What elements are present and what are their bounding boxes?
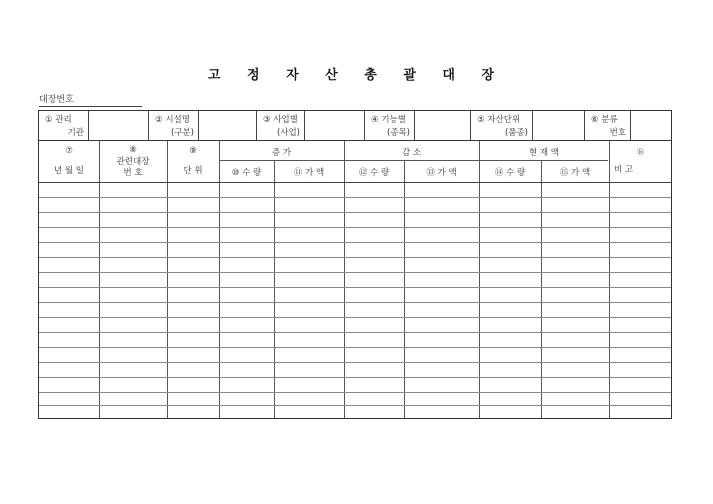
info-label-agency: ① 관리 기관	[39, 111, 89, 140]
header-current-qty: ⑭ 수 량	[494, 168, 526, 178]
header-decrease-qty: ⑫ 수 량	[358, 168, 390, 178]
info-label-asset-unit: ⑤ 자산단위 (품종)	[471, 111, 533, 140]
header-date: 년 월 일	[53, 166, 85, 176]
header-unit: 단 위	[183, 166, 203, 176]
info-label-function: ④ 기능별 (종목)	[365, 111, 415, 140]
info-label-class-number: ⑥ 분류 번호	[585, 111, 631, 140]
header-related-number: ⑧	[129, 145, 137, 155]
header-current-amount: ⑮ 가 액	[559, 168, 591, 178]
info-label-facility: ② 시설명 (구분)	[149, 111, 199, 140]
info-value-facility[interactable]	[199, 111, 257, 140]
header-current: 현 재 액	[528, 148, 560, 158]
header-date-number: ⑦	[65, 146, 73, 156]
ledger-number-field[interactable]: 대장번호	[39, 92, 142, 107]
header-related-ledger-no: 번 호	[123, 168, 143, 178]
page-title: 고 정 자 산 총 괄 대 장	[207, 68, 506, 83]
info-value-class-number[interactable]	[631, 111, 671, 140]
header-unit-number: ⑨	[189, 146, 197, 156]
header-decrease: 감 소	[401, 148, 422, 158]
header-related-ledger: 관련대장	[116, 157, 150, 167]
info-label-project: ③ 사업별 (사업)	[257, 111, 305, 140]
header-remarks: 비 고	[614, 165, 634, 175]
info-row	[38, 110, 672, 141]
header-remarks-number: ⑯	[637, 148, 644, 156]
info-value-agency[interactable]	[89, 111, 149, 140]
header-increase-amount: ⑪ 가 액	[293, 168, 325, 178]
info-value-function[interactable]	[415, 111, 471, 140]
info-value-asset-unit[interactable]	[533, 111, 585, 140]
header-increase-qty: ⑩ 수 량	[231, 168, 262, 178]
info-value-project[interactable]	[305, 111, 365, 140]
header-increase: 증 가	[271, 148, 292, 158]
ledger-table	[38, 141, 672, 419]
header-decrease-amount: ⑬ 가 액	[426, 168, 457, 178]
